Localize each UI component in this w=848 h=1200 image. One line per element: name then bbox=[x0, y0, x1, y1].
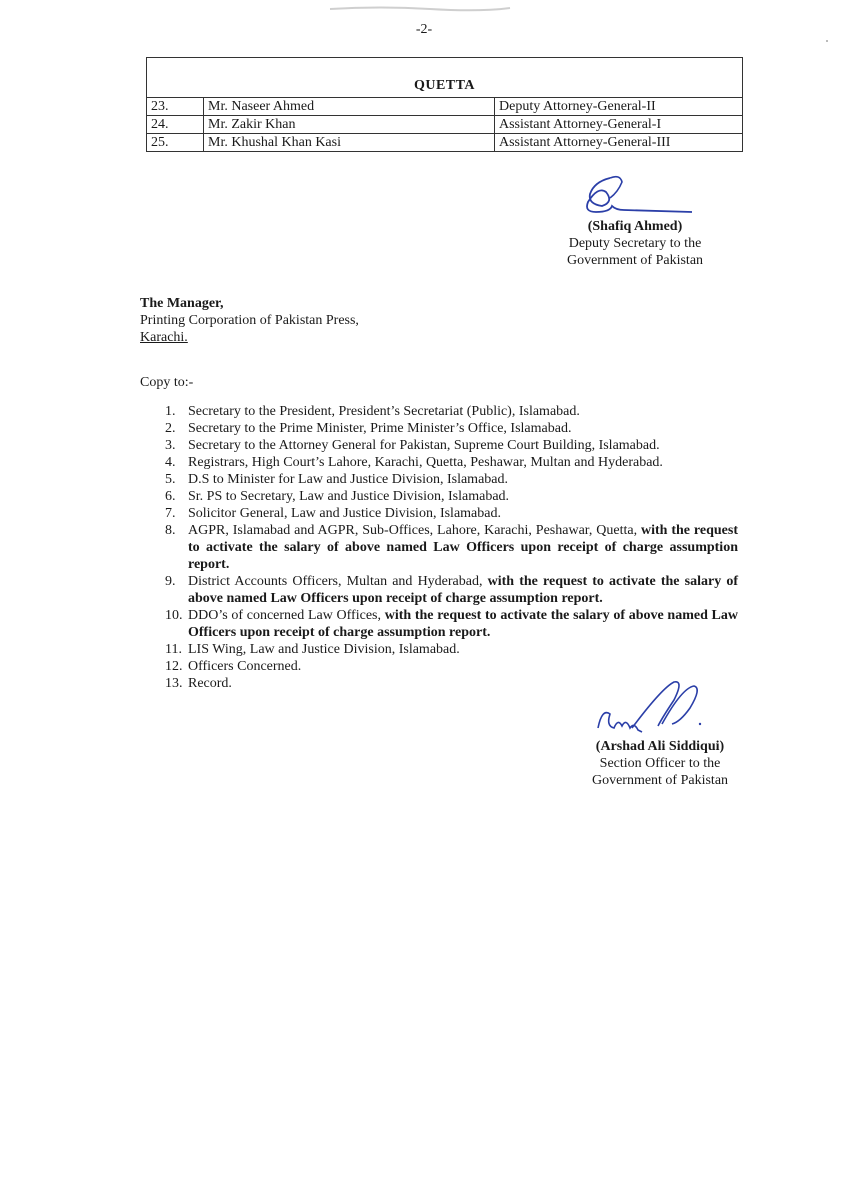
copy-to-list bbox=[165, 403, 738, 692]
signature-block-section-officer bbox=[560, 738, 760, 789]
row-number: 24. bbox=[147, 116, 204, 134]
item-text: Officers Concerned. bbox=[188, 659, 302, 674]
row-name: Mr. Zakir Khan bbox=[204, 116, 495, 134]
list-item bbox=[165, 420, 738, 437]
item-number: 10. bbox=[165, 608, 183, 623]
scan-bleed-mark bbox=[320, 4, 520, 12]
item-text: Solicitor General, Law and Justice Division, Islamabad. bbox=[188, 506, 501, 521]
row-name: Mr. Naseer Ahmed bbox=[204, 98, 495, 116]
item-text: District Accounts Officers, Multan and Hyderabad, bbox=[188, 574, 488, 589]
addressee-line-1: The Manager, bbox=[140, 296, 224, 311]
signature-shafiq-ahmed bbox=[580, 172, 700, 220]
list-item bbox=[165, 658, 738, 675]
item-number: 11. bbox=[165, 642, 182, 657]
item-number: 9. bbox=[165, 574, 176, 589]
officers-table bbox=[146, 57, 743, 152]
row-designation: Deputy Attorney-General-II bbox=[495, 98, 743, 116]
item-number: 3. bbox=[165, 438, 176, 453]
list-item bbox=[165, 488, 738, 505]
table-row bbox=[147, 98, 743, 116]
list-item bbox=[165, 454, 738, 471]
row-number: 25. bbox=[147, 134, 204, 152]
item-number: 12. bbox=[165, 659, 183, 674]
signatory-title: Section Officer to the bbox=[599, 756, 721, 771]
list-item bbox=[165, 437, 738, 454]
table-row bbox=[147, 134, 743, 152]
item-number: 4. bbox=[165, 455, 176, 470]
scan-speck bbox=[826, 40, 828, 42]
item-text: Sr. PS to Secretary, Law and Justice Division, Islamabad. bbox=[188, 489, 510, 504]
list-item bbox=[165, 505, 738, 522]
row-number: 23. bbox=[147, 98, 204, 116]
signatory-title: Deputy Secretary to the bbox=[568, 236, 702, 251]
copy-to-label: Copy to:- bbox=[140, 375, 194, 390]
item-number: 1. bbox=[165, 404, 176, 419]
item-text: Record. bbox=[188, 676, 232, 691]
signatory-name: (Shafiq Ahmed) bbox=[587, 219, 683, 234]
item-text: Secretary to the Attorney General for Pakistan, Supreme Court Building, Islamabad. bbox=[188, 438, 660, 453]
item-text: DDO’s of concerned Law Offices, bbox=[188, 608, 385, 623]
signature-block-deputy-secretary bbox=[520, 218, 750, 269]
item-text: Registrars, High Court’s Lahore, Karachi, Quetta, Peshawar, Multan and Hyderabad. bbox=[188, 455, 663, 470]
item-text: AGPR, Islamabad and AGPR, Sub-Offices, Lahore, Karachi, Peshawar, Quetta, bbox=[188, 523, 642, 538]
item-request-text: with the request to activate the salary of above named Law Officers upon receipt of charge assumption report. bbox=[188, 523, 738, 572]
list-item bbox=[165, 471, 738, 488]
item-number: 7. bbox=[165, 506, 176, 521]
item-number: 13. bbox=[165, 676, 183, 691]
item-text: D.S to Minister for Law and Justice Division, Islamabad. bbox=[188, 472, 509, 487]
addressee-line-2: Printing Corporation of Pakistan Press, bbox=[140, 313, 359, 328]
list-item bbox=[165, 607, 738, 641]
signatory-name: (Arshad Ali Siddiqui) bbox=[595, 739, 725, 754]
table-row bbox=[147, 116, 743, 134]
addressee-line-3: Karachi. bbox=[140, 330, 188, 345]
signatory-organization: Government of Pakistan bbox=[591, 773, 729, 788]
item-request-text: with the request to activate the salary of above named Law Officers upon receipt of charge assumption report. bbox=[188, 608, 739, 640]
list-item bbox=[165, 573, 738, 607]
list-item bbox=[165, 641, 738, 658]
item-text: Secretary to the Prime Minister, Prime Minister’s Office, Islamabad. bbox=[188, 421, 572, 436]
item-number: 2. bbox=[165, 421, 176, 436]
page-number: -2- bbox=[415, 22, 433, 37]
list-item bbox=[165, 522, 738, 573]
item-number: 8. bbox=[165, 523, 176, 538]
item-text: LIS Wing, Law and Justice Division, Islamabad. bbox=[188, 642, 460, 657]
addressee-block bbox=[140, 295, 359, 346]
signatory-organization: Government of Pakistan bbox=[566, 253, 704, 268]
list-item bbox=[165, 403, 738, 420]
item-number: 5. bbox=[165, 472, 176, 487]
row-designation: Assistant Attorney-General-I bbox=[495, 116, 743, 134]
row-designation: Assistant Attorney-General-III bbox=[495, 134, 743, 152]
signature-arshad-ali-siddiqui bbox=[592, 678, 712, 740]
item-text: Secretary to the President, President’s Secretariat (Public), Islamabad. bbox=[188, 404, 580, 419]
table-section-header: QUETTA bbox=[147, 58, 743, 98]
item-request-text: with the request to activate the salary of above named Law Officers upon receipt of charge assumption report. bbox=[188, 574, 738, 606]
item-number: 6. bbox=[165, 489, 176, 504]
row-name: Mr. Khushal Khan Kasi bbox=[204, 134, 495, 152]
